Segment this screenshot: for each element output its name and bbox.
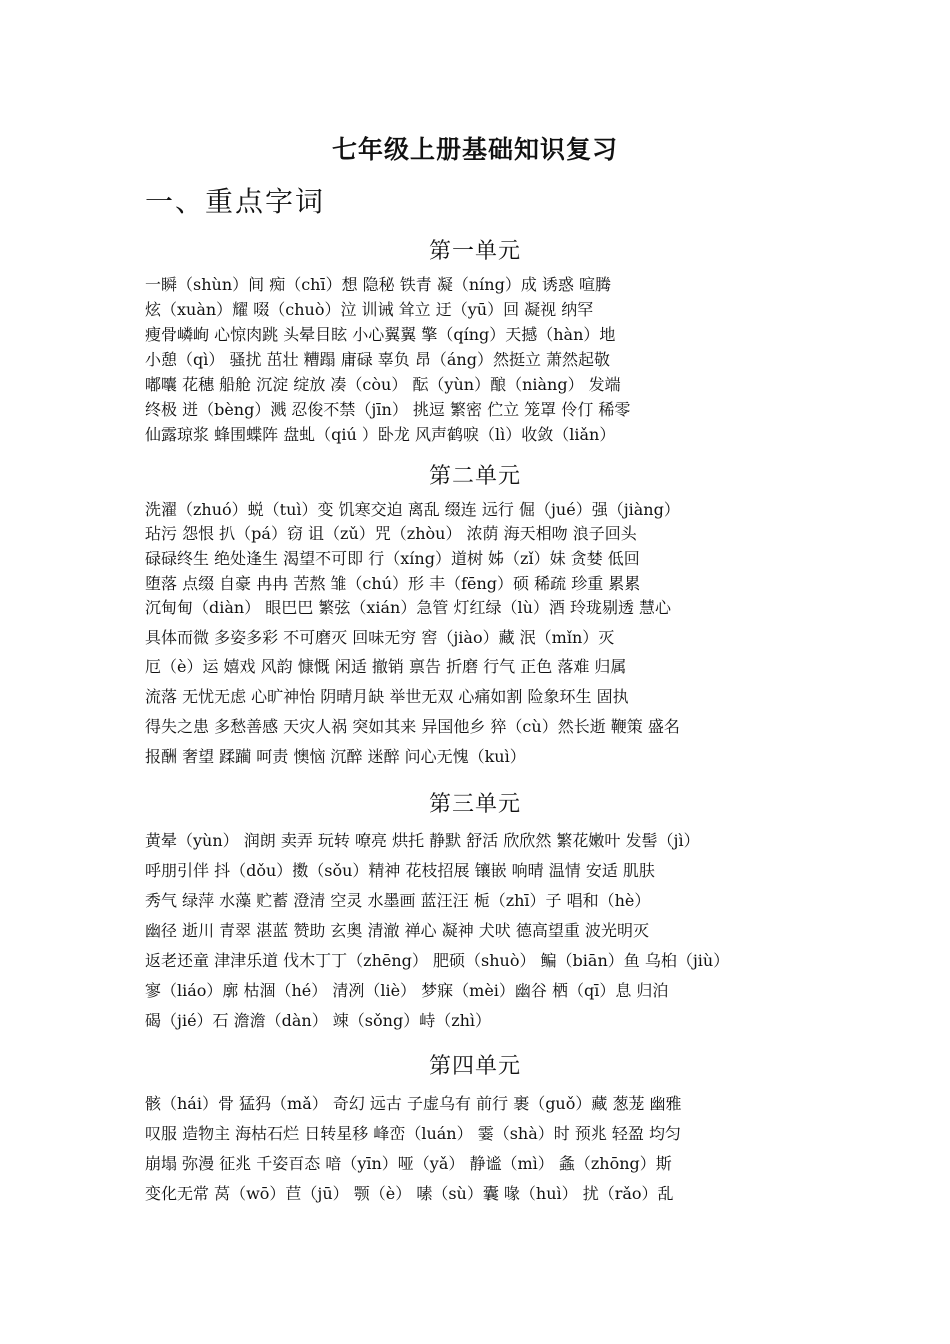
unit-1-line: 终极 迸（bèng）溅 忍俊不禁（jīn） 挑逗 繁密 伫立 笼罩 伶仃 稀零 — [145, 400, 631, 419]
unit-2-line: 厄（è）运 嬉戏 风韵 慷慨 闲适 撤销 禀告 折磨 行气 正色 落难 归属 — [145, 657, 627, 676]
unit-4-line: 叹服 造物主 海枯石烂 日转星移 峰峦（luán） 霎（shà）时 预兆 轻盈 均匀 — [145, 1124, 682, 1143]
unit-3-line: 秀气 绿萍 水藻 贮蓄 澄清 空灵 水墨画 蓝汪汪 栀（zhī）子 唱和（hè） — [145, 891, 651, 910]
unit-3-line: 黄晕（yùn） 润朗 卖弄 玩转 嘹亮 烘托 静默 舒活 欣欣然 繁花嫩叶 发髻（jì） — [145, 831, 700, 850]
unit-4-line: 变化无常 莴（wō）苣（jū） 颚（è） 嗉（sù）囊 喙（huì） 扰（rǎo）乱 — [145, 1184, 674, 1203]
unit-2-line: 碌碌终生 绝处逢生 渴望不可即 行（xíng）道树 姊（zǐ）妹 贪婪 低回 — [145, 549, 640, 568]
unit-2-line: 得失之患 多愁善感 天灾人祸 突如其来 异国他乡 猝（cù）然长逝 鞭策 盛名 — [145, 717, 680, 736]
unit-1-line: 一瞬（shùn）间 痴（chī）想 隐秘 铁青 凝（níng）成 诱惑 喧腾 — [145, 275, 611, 294]
unit-1-line: 炫（xuàn）耀 啜（chuò）泣 训诫 耸立 迂（yū）回 凝视 纳罕 — [145, 300, 594, 319]
unit-3-line: 碣（jié）石 澹澹（dàn） 竦（sǒng）峙（zhì） — [145, 1011, 492, 1030]
section-heading: 一、重点字词 — [145, 185, 326, 218]
unit-4-line: 骸（hái）骨 猛犸（mǎ） 奇幻 远古 子虚乌有 前行 裹（guǒ）藏 葱茏 幽雅 — [145, 1094, 682, 1113]
unit-2-line: 流落 无忧无虑 心旷神怡 阴晴月缺 举世无双 心痛如割 险象环生 固执 — [145, 687, 629, 706]
unit-1-title: 第一单元 — [428, 239, 521, 264]
unit-1-line: 仙露琼浆 蜂围蝶阵 盘虬（qiú ）卧龙 风声鹤唳（lì）收敛（liǎn） — [145, 425, 616, 444]
unit-3-line: 呼朋引伴 抖（dǒu）擞（sǒu）精神 花枝招展 镶嵌 响晴 温情 安适 肌肤 — [145, 861, 655, 880]
unit-1-line: 嘟囔 花穗 船舱 沉淀 绽放 凑（còu） 酝（yùn）酿（niàng） 发端 — [145, 375, 621, 394]
document-title: 七年级上册基础知识复习 — [331, 135, 618, 164]
unit-3-title: 第三单元 — [428, 792, 521, 817]
unit-4-line: 崩塌 弥漫 征兆 千姿百态 喑（yīn）哑（yǎ） 静谧（mì） 螽（zhōng）斯 — [145, 1154, 672, 1173]
unit-1-line: 小憩（qì） 骚扰 茁壮 糟蹋 庸碌 辜负 昂（áng）然挺立 萧然起敬 — [145, 350, 611, 369]
unit-2-line: 堕落 点缀 自豪 冉冉 苦熬 雏（chú）形 丰（fēng）硕 稀疏 珍重 累累 — [145, 574, 641, 593]
unit-2-line: 具体而微 多姿多彩 不可磨灭 回味无穷 窖（jiào）藏 泯（mǐn）灭 — [145, 628, 615, 647]
unit-2-line: 报酬 奢望 蹂躏 呵责 懊恼 沉醉 迷醉 问心无愧（kuì） — [145, 747, 526, 766]
unit-4-title: 第四单元 — [428, 1054, 521, 1079]
unit-3-line: 寥（liáo）廓 枯涸（hé） 清冽（liè） 梦寐（mèi）幽谷 栖（qī）息 归泊 — [145, 981, 669, 1000]
unit-1-line: 瘦骨嶙峋 心惊肉跳 头晕目眩 小心翼翼 擎（qíng）天撼（hàn）地 — [145, 325, 616, 344]
unit-3-line: 幽径 逝川 青翠 湛蓝 赞助 玄奥 清澈 禅心 凝神 犬吠 德高望重 波光明灭 — [145, 921, 649, 940]
unit-2-title: 第二单元 — [428, 464, 521, 489]
unit-3-line: 返老还童 津津乐道 伐木丁丁（zhēng） 肥硕（shuò） 鳊（biān）鱼 乌桕（jiù） — [145, 951, 730, 970]
unit-2-line: 洗濯（zhuó）蜕（tuì）变 饥寒交迫 离乱 缀连 远行 倔（jué）强（jiàng） — [145, 500, 680, 519]
unit-2-line: 玷污 怨恨 扒（pá）窃 诅（zǔ）咒（zhòu） 浓荫 海天相吻 浪子回头 — [145, 524, 637, 543]
unit-2-line: 沉甸甸（diàn） 眼巴巴 繁弦（xián）急管 灯红绿（lù）酒 玲珑剔透 慧心 — [145, 598, 672, 617]
